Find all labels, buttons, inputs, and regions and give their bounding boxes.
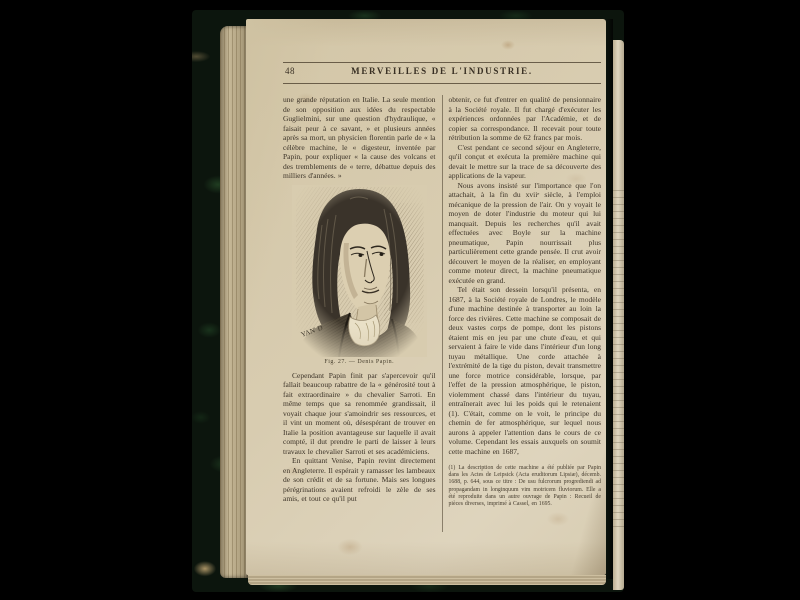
page-number: 48 — [285, 66, 295, 76]
figure-caption: Fig. 27. — Denis Papin. — [324, 358, 395, 365]
book-gutter-shadow — [606, 19, 613, 579]
printed-page-content — [246, 19, 606, 575]
header-rule-bottom — [283, 83, 601, 84]
left-column — [283, 95, 436, 508]
running-title: MERVEILLES DE L'INDUSTRIE. — [351, 66, 533, 76]
facing-page-sliver — [613, 40, 624, 590]
portrait-figure — [283, 185, 436, 365]
paragraph: En quittant Venise, Papin revint directement en Angleterre. Il espérait y ramasser les lambeaux de son crédit et de sa fortune. Mais ses longues pérégrinations avaient refroidi le zèle de ses amis, et tout ce qu'il put — [283, 456, 436, 503]
paragraph: Cependant Papin finit par s'apercevoir qu'il fallait beaucoup rabattre de la « générosité tout à fait extraordinaire » du chevalier Sarroti. En même temps que sa renommée grandissait, il voyait chaque jour s'amoindrir ses ressources, et il vint un moment où, désespérant de trouver en Italie la position avantageuse sur laquelle il avait compté, il dut prendre le parti de laisser à leurs travaux le chevalier Sarroti et ses académiciens. — [283, 370, 436, 456]
paragraph: obtenir, ce fut d'entrer en qualité de pensionnaire à la Société royale. Il fut chargé d'exécuter les expériences ordonnées par l'Académie, et de copier sa correspondance. Il recevait pour toute rétribution la somme de 62 francs par mois. — [448, 95, 601, 142]
denis-papin-engraving — [292, 185, 427, 357]
paragraph: une grande réputation en Italie. La seule mention de son opposition aux idées du respectable Guglielmini, sur une question d'hydraulique, « faisait peur à ce savant, » et plusieurs années après sa mort, un physicien florentin parle de « la célèbre machine, le « digesteur, inventée par Papin, pour expliquer « la cause des volcans et des tremblements de « terre, débattue depuis des milliers d'années. » — [283, 95, 436, 180]
footnote: (1) La description de cette machine a été publiée par Papin dans les Actes de Leipsick (Acta eruditorum Lipsiæ), décemb. 1688, p. 644, sous ce titre : De usu fulcrorum progrediendi ad propagandam in longinquum vim motricem fluviorum. Elle a été reproduite dans un autre ouvrage de Papin : Recueil de pièces diverses, imprimé à Cassel, en 1695. — [448, 465, 601, 508]
paragraph: Tel était son dessein lorsqu'il présenta, en 1687, à la Société royale de Londres, le modèle d'une machine destinée à transporter au loin la force des rivières. Cette machine se composait de deux vastes corps de pompe, dont les pistons étaient mis en jeu par une chute d'eau, et qui servaient à faire le vide dans l'intérieur d'un long tuyau métallique. Une corde attachée à l'extrémité de la tige du piston, devait transmettre une force motrice considérable, lorsque, par l'effet de la pression atmosphérique, le piston, violemment chassé dans l'intérieur du tuyau, entraînerait avec lui les poids qui le retenaient (1). C'était, comme on le voit, le principe du chemin de fer atmosphérique, sur lequel nous aurons à appeler l'attention dans le cours de ce volume. Cependant les essais auxquels on soumit cette machine en 1687, — [448, 285, 601, 456]
engraver-signature: YAN' D — [299, 323, 324, 339]
paragraph: Nous avons insisté sur l'importance que l'on attachait, à la fin du xviiᵉ siècle, à l'emploi mécanique de la pression de l'air. On y voyait le moyen de doter l'industrie du moteur qui lui manquait. Depuis les recherches qu'il avait effectuées avec Boyle sur la machine pneumatique, Papin nourrissait plus particulièrement cette grande pensée. Il crut avoir découvert le moyen de la réaliser, en employant comme moteur direct, la machine pneumatique exécutée en grand. — [448, 180, 601, 285]
running-head — [283, 66, 601, 80]
open-book — [192, 10, 624, 592]
book-page — [246, 19, 606, 575]
header-rule-top — [283, 62, 601, 63]
right-column — [449, 95, 602, 508]
page-bottom-edges — [248, 575, 606, 585]
paragraph: C'est pendant ce second séjour en Angleterre, qu'il conçut et exécuta la première machine qui devait le mettre sur la trace de sa découverte des applications de la vapeur. — [448, 142, 601, 180]
two-column-text-block — [283, 95, 601, 508]
